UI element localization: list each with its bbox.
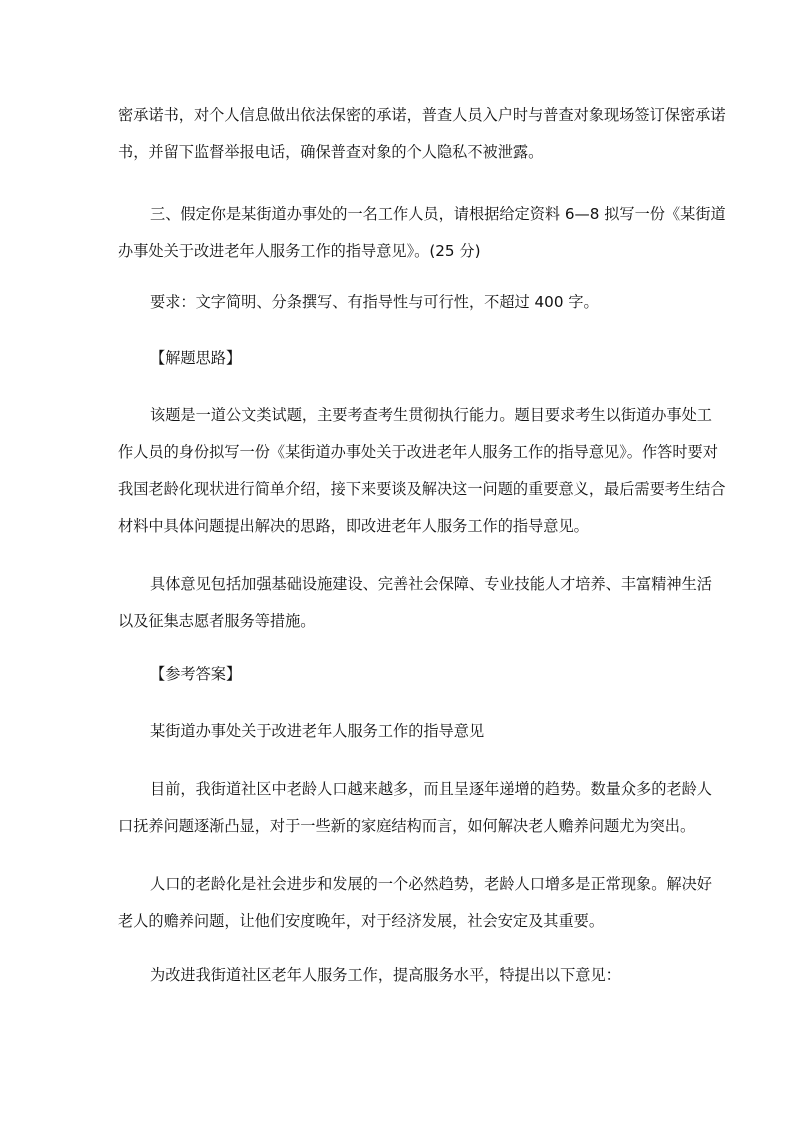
- text-line: 为改进我街道社区老年人服务工作，提高服务水平，特提出以下意见：: [150, 966, 621, 984]
- paragraph-current-situation: [118, 771, 712, 845]
- paragraph-specific-opinions: [118, 566, 712, 640]
- requirements: [118, 284, 683, 321]
- text-line: 办事处关于改进老年人服务工作的指导意见》。(25 分): [118, 242, 481, 260]
- text-line: 三、假定你是某街道办事处的一名工作人员，请根据给定资料 6—8 拟写一份《某街道: [150, 205, 726, 223]
- text-line: 该题是一道公文类试题，主要考查考生贯彻执行能力。题目要求考生以街道办事处工: [150, 406, 712, 424]
- text-line: 书，并留下监督举报电话，确保普查对象的个人隐私不被泄露。: [118, 143, 544, 161]
- text-line: 老人的赡养问题，让他们安度晚年，对于经济发展，社会安定及其重要。: [118, 912, 604, 930]
- paragraph-confidentiality-continued: [118, 97, 726, 171]
- text-line: 以及征集志愿者服务等措施。: [118, 612, 316, 630]
- text-line: 密承诺书，对个人信息做出依法保密的承诺，普查人员入户时与普查对象现场签订保密承诺: [118, 106, 726, 124]
- text-line: 某街道办事处关于改进老年人服务工作的指导意见: [150, 722, 485, 740]
- text-line: 人口的老龄化是社会进步和发展的一个必然趋势，老龄人口增多是正常现象。解决好: [150, 875, 712, 893]
- text-line: 要求：文字简明、分条撰写、有指导性与可行性，不超过 400 字。: [150, 293, 599, 311]
- paragraph-approach: [118, 397, 726, 545]
- text-line: 【解题思路】: [150, 349, 242, 367]
- text-line: 作人员的身份拟写一份《某街道办事处关于改进老年人服务工作的指导意见》。作答时要对: [118, 443, 718, 461]
- question-three: [118, 196, 726, 270]
- paragraph-aging-trend: [118, 866, 712, 940]
- text-line: 我国老龄化现状进行简单介绍，接下来要谈及解决这一问题的重要意义，最后需要考生结合: [118, 480, 726, 498]
- section-heading-answer: [118, 656, 683, 693]
- section-heading-approach: [118, 340, 683, 377]
- paragraph-improvement-intro: [118, 957, 683, 994]
- answer-title: [118, 713, 683, 750]
- text-line: 材料中具体问题提出解决的思路，即改进老年人服务工作的指导意见。: [118, 517, 589, 535]
- text-line: 【参考答案】: [150, 665, 242, 683]
- text-line: 口抚养问题逐渐凸显，对于一些新的家庭结构而言，如何解决老人赡养问题尤为突出。: [118, 817, 696, 835]
- text-line: 具体意见包括加强基础设施建设、完善社会保障、专业技能人才培养、丰富精神生活: [150, 575, 712, 593]
- text-line: 目前，我街道社区中老龄人口越来越多，而且呈逐年递增的趋势。数量众多的老龄人: [150, 780, 712, 798]
